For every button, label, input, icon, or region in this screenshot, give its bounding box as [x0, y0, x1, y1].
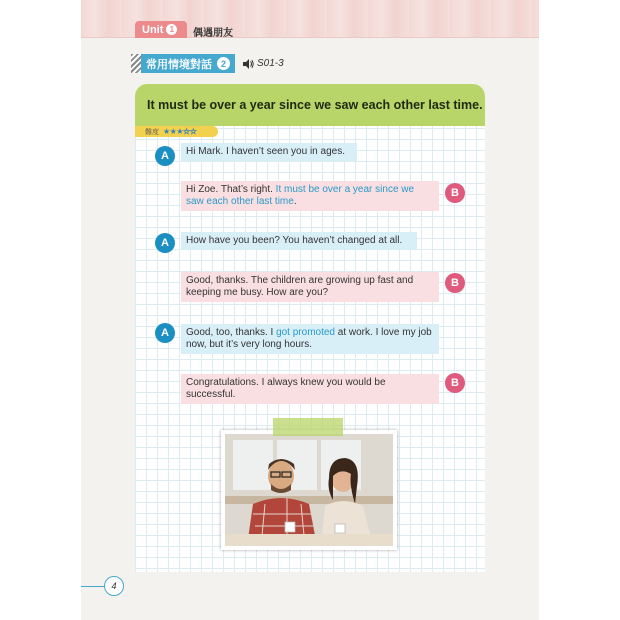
dialogue-line-5 [181, 324, 439, 354]
tape-decoration [273, 418, 343, 436]
highlighted-phrase: It must be over a year since we saw each other last time [186, 184, 415, 207]
section-title: 常用情境對話 [146, 58, 212, 71]
audio-code: S01-3 [257, 58, 284, 69]
dialogue-line-3 [181, 232, 417, 250]
section-label [141, 54, 235, 73]
difficulty-rating [135, 126, 218, 137]
speaker-b-badge: B [445, 373, 465, 393]
dialogue-text: Hi Mark. I haven’t seen you in ages. [186, 146, 345, 157]
star-rating [163, 127, 196, 136]
highlighted-phrase: got promoted [276, 327, 335, 338]
key-sentence: It must be over a year since we saw each other last time. [147, 98, 483, 112]
dialogue-line-6 [181, 374, 439, 404]
page-number-line [81, 586, 106, 587]
speaker-b-badge: B [445, 273, 465, 293]
empty-stars: ☆☆ [183, 127, 197, 136]
speaker-a-badge: A [155, 323, 175, 343]
dialogue-line-1 [181, 143, 357, 161]
dialogue-text: Hi Zoe. That’s right. [186, 184, 276, 195]
unit-number: 1 [166, 24, 177, 35]
unit-title: 偶遇朋友 [193, 28, 233, 39]
dialogue-line-2 [181, 181, 439, 211]
audio-track[interactable] [243, 58, 284, 69]
difficulty-label: 難度 [145, 128, 159, 136]
speaker-icon[interactable] [243, 59, 254, 69]
speaker-b-badge: B [445, 183, 465, 203]
stripes-decoration [131, 54, 141, 73]
dialogue-text: at work. I love my job now, but it’s very long hours. [186, 327, 432, 350]
dialogue-text: How have you been? You haven’t changed at all. [186, 235, 403, 246]
unit-label: Unit [142, 23, 164, 36]
unit-tab [135, 21, 187, 38]
section-number: 2 [217, 57, 230, 70]
dialogue-text: Congratulations. I always knew you would be successful. [186, 377, 386, 400]
filled-stars: ★★★ [163, 127, 184, 136]
dialogue-text: . [293, 196, 297, 207]
dialogue-text: Good, too, thanks. I [186, 327, 277, 338]
photo-frame [221, 430, 397, 550]
cafe-photo [225, 434, 393, 546]
key-sentence-banner [135, 84, 485, 126]
section-header [131, 54, 284, 73]
dialogue-text: Good, thanks. The children are growing up fast and keeping me busy. How are you? [186, 275, 414, 298]
book-page [81, 0, 539, 620]
page-number: 4 [104, 576, 124, 596]
speaker-a-badge: A [155, 233, 175, 253]
dialogue-card [135, 84, 485, 572]
speaker-a-badge: A [155, 146, 175, 166]
dialogue-line-4 [181, 272, 439, 302]
cafe-illustration [225, 434, 393, 546]
